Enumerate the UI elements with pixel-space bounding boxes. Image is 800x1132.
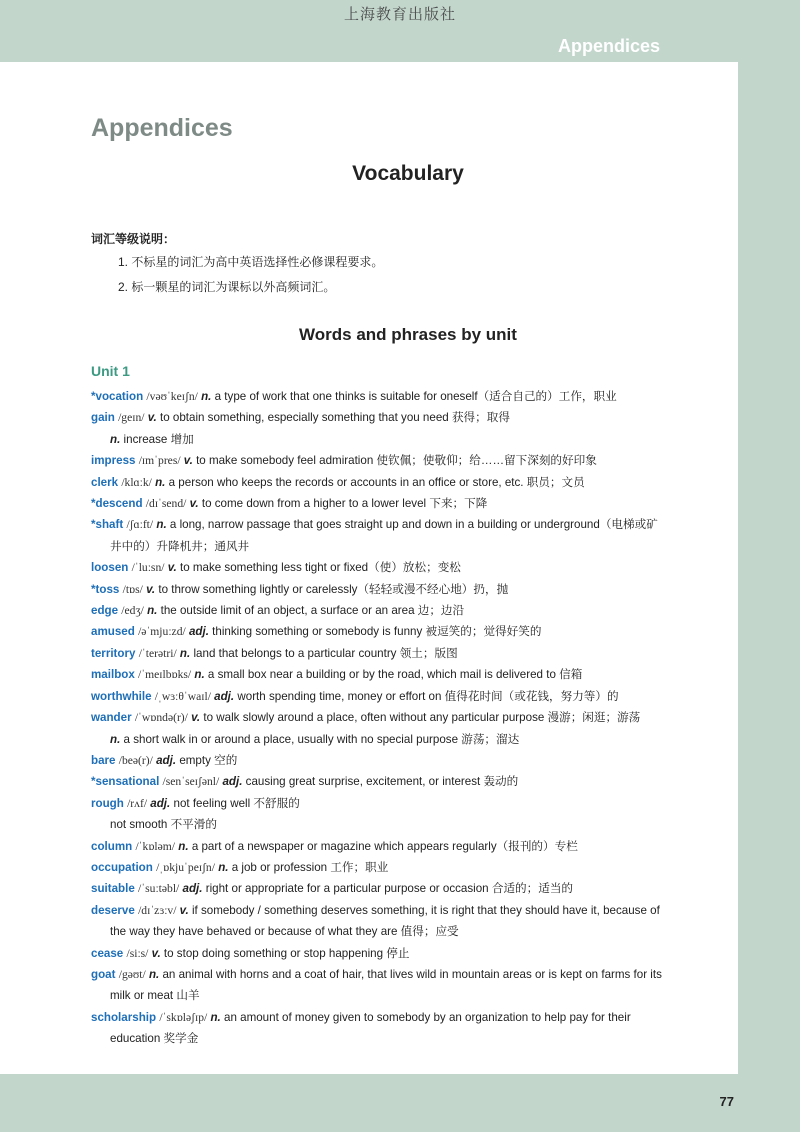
definition: to make something less tight or fixed（使）放松；变松 xyxy=(179,561,461,575)
notes-title: 词汇等级说明： xyxy=(91,232,176,246)
headword: worthwhile xyxy=(91,689,152,703)
part-of-speech: v. xyxy=(151,946,161,960)
vocab-entry xyxy=(91,514,721,535)
part-of-speech: v. xyxy=(189,497,199,511)
definition: thinking something or somebody is funny 被逗笑的；觉得好笑的 xyxy=(212,625,542,639)
vocab-entry xyxy=(91,1007,721,1028)
pronunciation: /dɪˈzɜːv/ xyxy=(138,903,177,917)
part-of-speech: n. xyxy=(156,518,167,532)
vocab-entry xyxy=(91,386,721,407)
definition: causing great surprise, excitement, or interest 轰动的 xyxy=(245,775,519,789)
headword: amused xyxy=(91,625,135,639)
part-of-speech: n. xyxy=(218,860,229,874)
definition: to obtain something, especially something that you need 获得；取得 xyxy=(159,411,510,425)
part-of-speech: n. xyxy=(210,1010,221,1024)
definition: increase 增加 xyxy=(123,432,194,446)
vocab-entry xyxy=(91,621,721,642)
list-subtitle: Words and phrases by unit xyxy=(299,325,517,344)
part-of-speech: v. xyxy=(146,582,156,596)
pronunciation: /dɪˈsend/ xyxy=(145,497,187,511)
vocab-entry xyxy=(91,579,721,600)
definition: milk or meat 山羊 xyxy=(110,989,200,1003)
part-of-speech: n. xyxy=(110,432,121,446)
pronunciation: /ˈterətri/ xyxy=(138,646,177,660)
vocab-entry xyxy=(91,557,721,578)
headword: *shaft xyxy=(91,518,124,532)
vocab-entry xyxy=(91,472,721,493)
pronunciation: /ˈluːsn/ xyxy=(131,561,165,575)
page-number: 77 xyxy=(719,1094,734,1109)
vocab-entry xyxy=(91,686,721,707)
publisher-name: 上海教育出版社 xyxy=(343,6,456,23)
headword: *descend xyxy=(91,497,143,511)
part-of-speech: v. xyxy=(183,454,193,468)
headword: loosen xyxy=(91,561,129,575)
definition: to stop doing something or stop happening 停止 xyxy=(163,946,410,960)
vocab-entry xyxy=(91,643,721,664)
headword: *vocation xyxy=(91,390,144,403)
part-of-speech: v. xyxy=(179,903,189,917)
vocab-entry xyxy=(91,407,721,428)
definition: not smooth 不平滑的 xyxy=(110,818,217,832)
bottom-band xyxy=(0,1074,800,1132)
part-of-speech: v. xyxy=(147,411,157,425)
pronunciation: /siːs/ xyxy=(126,946,149,960)
headword: suitable xyxy=(91,882,135,896)
note-item: 1. 不标星的词汇为高中英语选择性必修课程要求。 xyxy=(118,255,384,269)
section-tab-label: Appendices xyxy=(557,36,660,56)
pronunciation: /geɪn/ xyxy=(118,411,145,425)
vocab-entry xyxy=(91,707,721,728)
pronunciation: /ˈkɒləm/ xyxy=(135,839,176,853)
definition: education 奖学金 xyxy=(110,1032,199,1046)
headword: deserve xyxy=(91,903,135,917)
part-of-speech: adj. xyxy=(150,796,171,810)
headword: impress xyxy=(91,454,136,468)
vocab-entry xyxy=(91,750,721,771)
pronunciation: /əˈmjuːzd/ xyxy=(138,625,186,639)
definition: right or appropriate for a particular purpose or occasion 合适的；适当的 xyxy=(205,882,574,896)
vocab-entry xyxy=(91,964,721,985)
right-band xyxy=(738,62,800,1132)
definition: an amount of money given to somebody by an organization to help pay for their xyxy=(224,1010,631,1024)
part-of-speech: v. xyxy=(167,561,177,575)
definition: an animal with horns and a coat of hair, that lives wild in mountain areas or is kept on farms for its xyxy=(162,967,662,981)
part-of-speech: adj. xyxy=(182,882,203,896)
pronunciation: /beə(r)/ xyxy=(118,753,153,767)
definition: a job or profession 工作；职业 xyxy=(231,860,389,874)
pronunciation: /ˈwɒndə(r)/ xyxy=(134,711,188,725)
definition: to make somebody feel admiration 使钦佩；使敬仰；给……留下深刻的好印象 xyxy=(196,454,597,468)
definition: a long, narrow passage that goes straight up and down in a building or underground（电梯或矿 xyxy=(169,518,658,532)
part-of-speech: adj. xyxy=(214,689,235,703)
headword: gain xyxy=(91,411,115,425)
note-item: 2. 标一颗星的词汇为课标以外高频词汇。 xyxy=(118,280,336,294)
definition: a type of work that one thinks is suitable for oneself（适合自己的）工作，职业 xyxy=(214,390,617,403)
vocab-entry xyxy=(91,878,721,899)
headword: clerk xyxy=(91,475,119,489)
vocab-entry-continuation xyxy=(91,921,721,942)
vocab-entry xyxy=(91,943,721,964)
definition: 井中的）升降机井；通风井 xyxy=(110,539,250,553)
unit-heading: Unit 1 xyxy=(91,363,130,379)
pronunciation: /ʃɑːft/ xyxy=(126,518,154,532)
part-of-speech: n. xyxy=(147,604,158,618)
definition: to throw something lightly or carelessly（轻轻或漫不经心地）扔，抛 xyxy=(158,582,509,596)
definition: the outside limit of an object, a surface or an area 边；边沿 xyxy=(160,604,465,618)
headword: bare xyxy=(91,753,116,767)
vocab-entry xyxy=(91,493,721,514)
vocab-entry xyxy=(91,664,721,685)
headword: edge xyxy=(91,604,119,618)
vocab-entry xyxy=(91,836,721,857)
vocab-entry-continuation xyxy=(91,429,721,450)
headword: wander xyxy=(91,711,132,725)
definition: a part of a newspaper or magazine which appears regularly（报刊的）专栏 xyxy=(191,839,578,853)
pronunciation: /senˈseɪʃənl/ xyxy=(162,775,220,789)
pronunciation: /ˈskɒləʃɪp/ xyxy=(159,1010,208,1024)
definition: the way they have behaved or because of what they are 值得；应受 xyxy=(110,925,459,939)
definition: a small box near a building or by the road, which mail is delivered to 信箱 xyxy=(207,668,583,682)
part-of-speech: n. xyxy=(194,668,205,682)
part-of-speech: n. xyxy=(155,475,166,489)
pronunciation: /edʒ/ xyxy=(121,604,144,618)
headword: occupation xyxy=(91,860,153,874)
part-of-speech: n. xyxy=(148,967,160,981)
definition: a short walk in or around a place, usually with no special purpose 游荡；溜达 xyxy=(123,732,520,746)
definition: not feeling well 不舒服的 xyxy=(173,796,300,810)
part-of-speech: adj. xyxy=(156,753,177,767)
vocab-entry-continuation xyxy=(91,729,721,750)
pronunciation: /ˌwɜːθˈwaɪl/ xyxy=(154,689,211,703)
pronunciation: /rʌf/ xyxy=(127,796,148,810)
pronunciation: /ˈsuːtəbl/ xyxy=(138,882,180,896)
vocabulary-list xyxy=(91,386,721,1050)
headword: *sensational xyxy=(91,775,160,789)
part-of-speech: v. xyxy=(191,711,201,725)
pronunciation: /ˈmeɪlbɒks/ xyxy=(138,668,192,682)
section-heading: Appendices xyxy=(91,114,233,142)
definition: if somebody / something deserves something, it is right that they should have it, because of xyxy=(191,903,660,917)
headword: territory xyxy=(91,646,136,660)
vocab-entry-continuation xyxy=(91,985,721,1006)
definition: a person who keeps the records or accounts in an office or store, etc. 职员；文员 xyxy=(168,475,585,489)
vocab-entry xyxy=(91,900,721,921)
part-of-speech: n. xyxy=(179,646,191,660)
part-of-speech: n. xyxy=(178,839,189,853)
definition: worth spending time, money or effort on 值得花时间（或花钱，努力等）的 xyxy=(237,689,619,703)
headword: goat xyxy=(91,967,116,981)
pronunciation: /vəʊˈkeɪʃn/ xyxy=(146,390,198,403)
definition: to come down from a higher to a lower level 下来；下降 xyxy=(201,497,488,511)
headword: rough xyxy=(91,796,124,810)
vocab-entry-continuation xyxy=(91,536,721,557)
headword: cease xyxy=(91,946,124,960)
pronunciation: /ɪmˈpres/ xyxy=(138,454,181,468)
pronunciation: /tɒs/ xyxy=(122,582,143,596)
vocab-entry xyxy=(91,857,721,878)
headword: scholarship xyxy=(91,1010,157,1024)
definition: land that belongs to a particular country 领土；版图 xyxy=(193,646,458,660)
vocab-entry xyxy=(91,450,721,471)
page-title: Vocabulary xyxy=(352,162,464,185)
headword: *toss xyxy=(91,582,120,596)
definition: to walk slowly around a place, often without any particular purpose 漫游；闲逛；游荡 xyxy=(203,711,641,725)
vocab-entry-continuation xyxy=(91,814,721,835)
headword: mailbox xyxy=(91,668,135,682)
pronunciation: /gəʊt/ xyxy=(118,967,146,981)
pronunciation: /klɑːk/ xyxy=(121,475,152,489)
part-of-speech: n. xyxy=(110,732,121,746)
headword: column xyxy=(91,839,133,853)
vocab-entry xyxy=(91,793,721,814)
pronunciation: /ˌɒkjuˈpeɪʃn/ xyxy=(156,860,215,874)
vocab-entry xyxy=(91,771,721,792)
part-of-speech: adj. xyxy=(222,775,243,789)
part-of-speech: adj. xyxy=(188,625,209,639)
vocab-entry-continuation xyxy=(91,1028,721,1049)
vocab-entry xyxy=(91,600,721,621)
part-of-speech: n. xyxy=(201,390,212,403)
definition: empty 空的 xyxy=(179,753,238,767)
